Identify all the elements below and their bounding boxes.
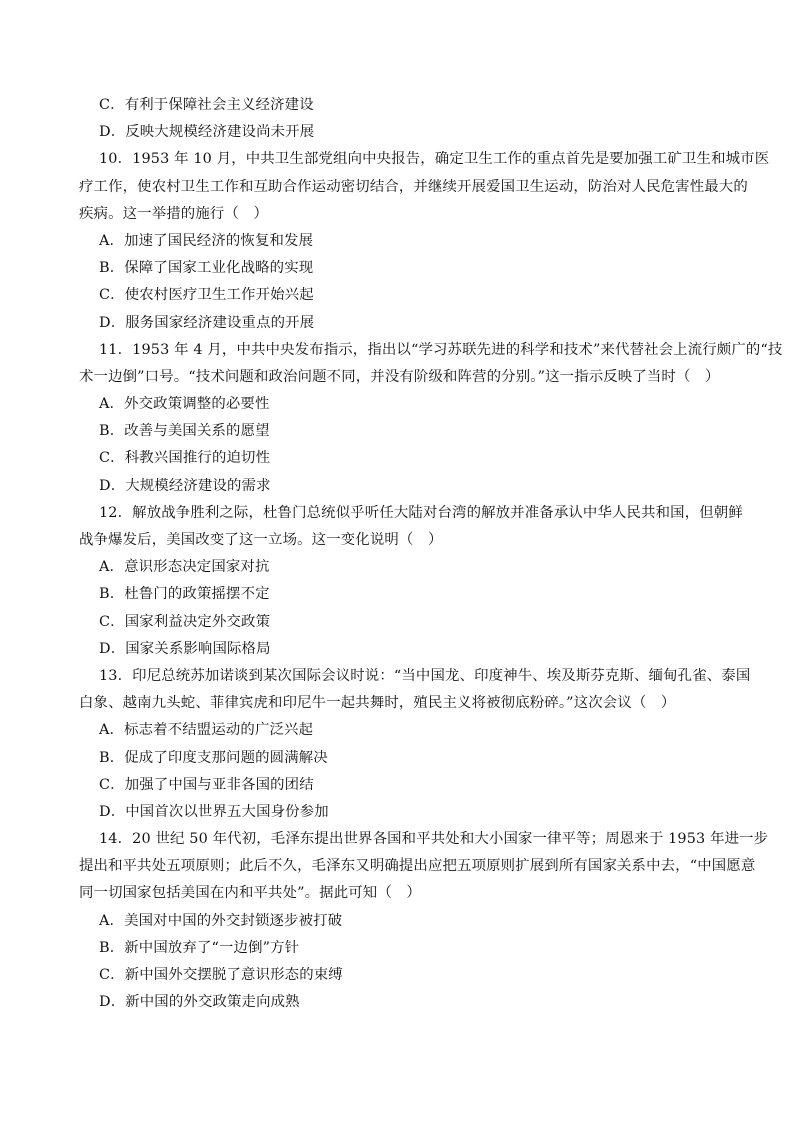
- question-10-stem-line-1: 10．1953 年 10 月，中共卫生部党组向中央报告，确定卫生工作的重点首先是要加强工矿卫生和城市医: [99, 151, 770, 168]
- question-14-stem-line-3: 同一切国家包括美国在内和平共处”。据此可知（ ）: [79, 885, 421, 902]
- question-12-option-c: C．国家利益决定外交政策: [99, 613, 271, 630]
- question-12-option-b: B．杜鲁门的政策摇摆不定: [99, 586, 270, 603]
- question-10-stem-line-3: 疾病。这一举措的施行（ ）: [79, 205, 269, 222]
- question-14-stem-line-1: 14．20 世纪 50 年代初，毛泽东提出世界各国和平共处和大小国家一律平等；周恩来于 1953 年进一步: [99, 831, 769, 848]
- question-11-option-a: A．外交政策调整的必要性: [99, 396, 270, 413]
- question-13-option-a: A．标志着不结盟运动的广泛兴起: [99, 722, 314, 739]
- question-11-option-b: B．改善与美国关系的愿望: [99, 423, 270, 440]
- question-12-stem-line-2: 战争爆发后，美国改变了这一立场。这一变化说明（ ）: [79, 532, 443, 548]
- question-13-option-b: B．促成了印度支那问题的圆满解决: [99, 749, 328, 766]
- question-12-stem-line-1: 12．解放战争胜利之际，杜鲁门总统似乎听任大陆对台湾的解放并准备承认中华人民共和国，但朝鲜: [99, 504, 743, 521]
- question-11-stem-line-2: 术一边倒”口号。“技术问题和政治问题不同，并没有阶级和阵营的分别。”这一指示反映了当时（ ）: [79, 368, 720, 385]
- option-d: D．反映大规模经济建设尚未开展: [99, 124, 315, 141]
- question-13-stem-line-2: 白象、越南九头蛇、菲律宾虎和印尼牛一起共舞时，殖民主义将被彻底粉碎。”这次会议（ ）: [79, 695, 676, 712]
- question-14-option-a: A．美国对中国的外交封锁逐步被打破: [99, 912, 343, 929]
- question-14-option-c: C．新中国外交摆脱了意识形态的束缚: [99, 967, 343, 983]
- question-11-option-d: D．大规模经济建设的需求: [99, 477, 271, 494]
- question-13-option-c: C．加强了中国与亚非各国的团结: [99, 776, 314, 793]
- question-10-option-b: B．保障了国家工业化战略的实现: [99, 260, 314, 277]
- question-14-stem-line-2: 提出和平共处五项原则；此后不久，毛泽东又明确提出应把五项原则扩展到所有国家关系中去，“中国愿意: [79, 858, 756, 875]
- question-13-option-d: D．中国首次以世界五大国身份参加: [99, 803, 329, 820]
- question-11-option-c: C．科教兴国推行的迫切性: [99, 450, 271, 467]
- question-13-stem-line-1: 13．印尼总统苏加诺谈到某次国际会议时说：“当中国龙、印度神牛、埃及斯芬克斯、缅甸孔雀、泰国: [99, 667, 751, 684]
- option-c: C．有利于保障社会主义经济建设: [99, 97, 314, 113]
- question-10-option-d: D．服务国家经济建设重点的开展: [99, 314, 315, 331]
- question-14-option-d: D．新中国的外交政策走向成熟: [99, 994, 300, 1011]
- question-10-option-a: A．加速了国民经济的恢复和发展: [99, 232, 314, 249]
- question-12-option-d: D．国家关系影响国际格局: [99, 640, 271, 657]
- question-10-stem-line-2: 疗工作，使农村卫生工作和互助合作运动密切结合，并继续开展爱国卫生运动，防治对人民危害性最大的: [79, 178, 748, 195]
- question-10-option-c: C．使农村医疗卫生工作开始兴起: [99, 287, 314, 304]
- question-14-option-b: B．新中国放弃了“一边倒”方针: [99, 939, 300, 956]
- question-list: [79, 92, 783, 1016]
- question-12-option-a: A．意识形态决定国家对抗: [99, 559, 270, 576]
- question-11-stem-line-1: 11．1953 年 4 月，中共中央发布指示，指出以“学习苏联先进的科学和技术”来代替社会上流行颇广的“技: [99, 341, 783, 358]
